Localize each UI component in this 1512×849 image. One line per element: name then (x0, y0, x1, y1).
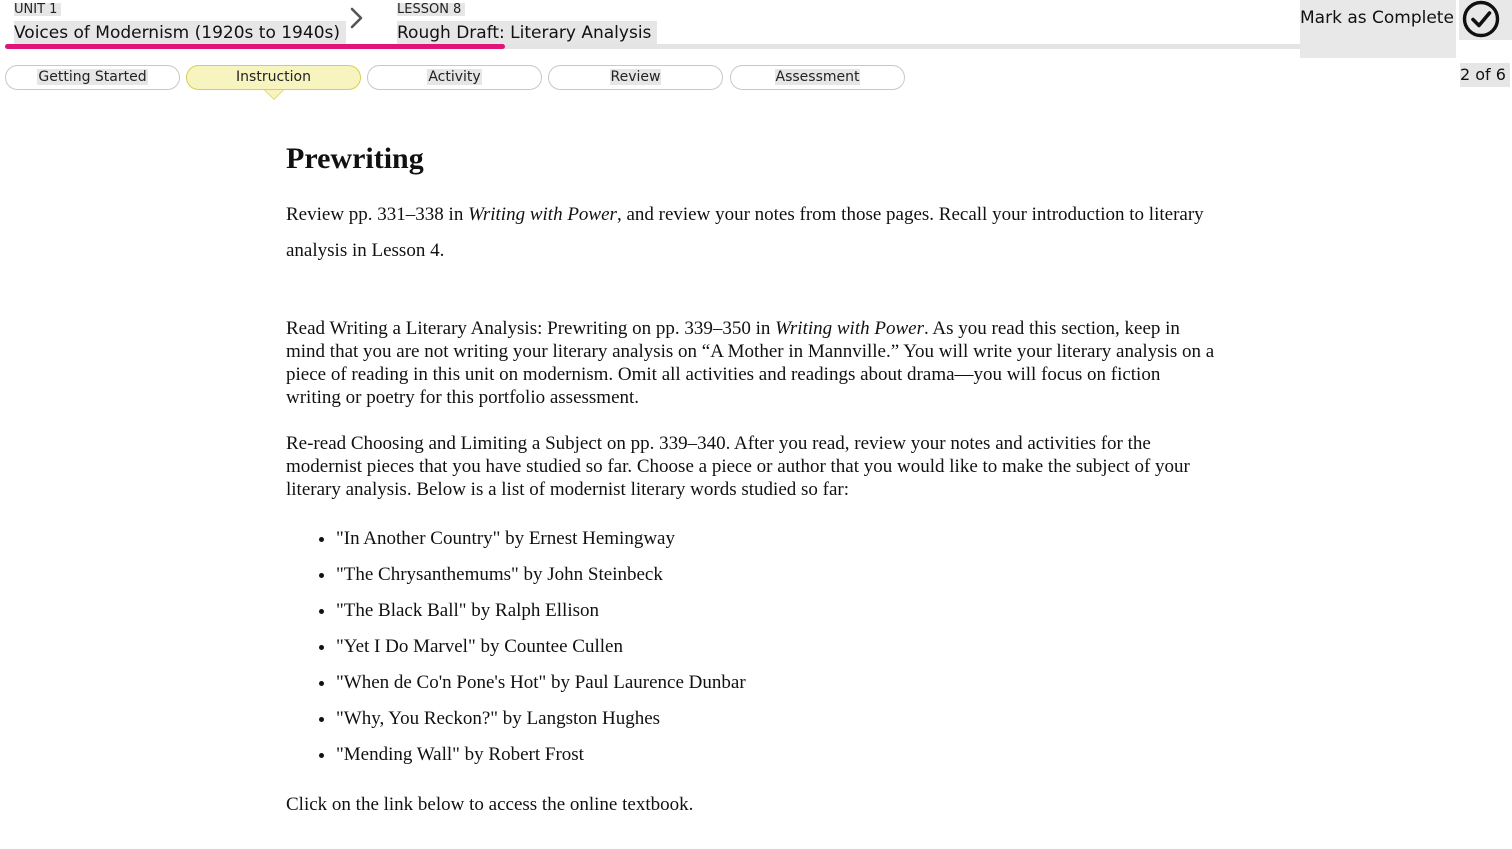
tab-label: Assessment (775, 69, 860, 85)
lesson-progress-fill (5, 44, 505, 49)
choose-subject-paragraph: Re-read Choosing and Limiting a Subject on pp. 339–340. After you read, review your notes and activities for the modernist pieces that you have studied so far. Choose a piece or author that you would like to make the subject of your literary analysis. Below is a list of modernist literary words studied so far: (286, 433, 1190, 500)
tab-activity[interactable] (367, 65, 542, 90)
tab-label: Instruction (236, 69, 311, 85)
tab-label: Review (610, 69, 661, 85)
tab-review[interactable] (548, 65, 723, 90)
list-item: • "In Another Country" by Ernest Hemingway (336, 521, 1216, 557)
paragraph-text: , and review your notes from those pages. Recall your introduction to literary analysis in Lesson 4. (286, 204, 1204, 261)
mark-as-complete-label: Mark as Complete (1300, 8, 1454, 28)
lesson-header (0, 0, 1512, 58)
list-item: • "When de Co'n Pone's Hot" by Paul Laurence Dunbar (336, 665, 1216, 701)
lesson-content (286, 138, 1216, 816)
paragraph-text: Read Writing a Literary Analysis: Prewriting on pp. 339–350 in (286, 318, 776, 339)
unit-kicker: UNIT 1 (14, 3, 61, 16)
list-item: • "The Chrysanthemums" by John Steinbeck (336, 557, 1216, 593)
paragraph-text: . As you read this section, keep in mind that you are not writing your literary analysis on “A Mother in Mannville.” You will write your literary analysis on a piece of reading in this unit on modernism. Omit all activities and readings about drama—you will focus on fiction writing or poetry for this portfolio assessment. (286, 318, 1215, 408)
tab-label: Activity (428, 69, 481, 85)
lesson-breadcrumb[interactable] (397, 0, 657, 45)
list-item: • "The Black Ball" by Ralph Ellison (336, 593, 1216, 629)
page-counter: 2 of 6 (1460, 63, 1510, 87)
mark-complete-check-button[interactable] (1459, 0, 1512, 40)
section-heading: Prewriting (286, 142, 424, 175)
lesson-kicker: LESSON 8 (397, 3, 465, 16)
review-paragraph (286, 197, 1216, 269)
paragraph-text: Review pp. 331–338 in (286, 204, 469, 225)
reading-paragraph (286, 317, 1216, 409)
check-circle-icon (1462, 0, 1506, 40)
lesson-progress-bar (5, 44, 1455, 49)
book-title: Writing with Power (468, 204, 617, 225)
tab-instruction[interactable] (186, 65, 361, 90)
tab-label: Getting Started (38, 69, 147, 85)
book-title: Writing with Power (775, 318, 924, 339)
list-item: • "Why, You Reckon?" by Langston Hughes (336, 701, 1216, 737)
tab-getting-started[interactable] (5, 65, 180, 90)
mark-as-complete-button[interactable] (1300, 0, 1456, 58)
readings-list (286, 521, 1216, 773)
unit-breadcrumb[interactable] (14, 0, 346, 45)
tab-assessment[interactable] (730, 65, 905, 90)
list-item: • "Mending Wall" by Robert Frost (336, 737, 1216, 773)
unit-title: Voices of Modernism (1920s to 1940s) (14, 21, 346, 45)
lesson-title: Rough Draft: Literary Analysis (397, 21, 657, 45)
textbook-link-paragraph: Click on the link below to access the online textbook. (286, 794, 694, 815)
chevron-right-icon (346, 6, 368, 30)
list-item: • "Yet I Do Marvel" by Countee Cullen (336, 629, 1216, 665)
active-tab-pointer-fill (265, 90, 283, 99)
